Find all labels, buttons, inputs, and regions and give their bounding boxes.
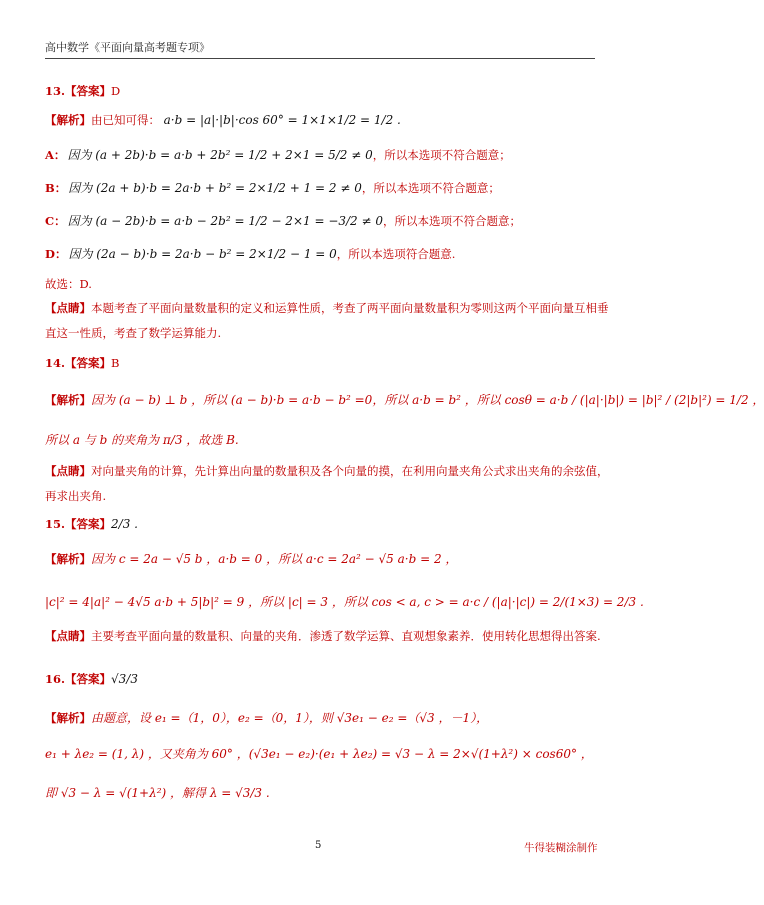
q13-opt-b-text: 因为 (2a + b)·b = 2a·b + b² = 2×1/2 + 1 = 2 ≠ 0 <box>68 181 362 195</box>
q15-analysis-line1 <box>45 551 457 567</box>
q13-analysis-intro: 由已知可得： <box>91 113 160 127</box>
page-number: 5 <box>315 840 322 851</box>
q14-answer-tag: 14.【答案】 <box>45 356 112 370</box>
q16-answer-tag: 16.【答案】 <box>45 672 112 686</box>
q13-opt-b-conclusion: ，所以本选项不符合题意； <box>361 181 500 195</box>
q13-analysis-tag: 【解析】 <box>45 113 91 127</box>
q16-analysis-tag: 【解析】 <box>45 711 91 725</box>
footer-maker: 牛得装糊涂制作 <box>524 842 598 854</box>
q14-comment-text1: 对向量夹角的计算，先计算出向量的数量积及各个向量的摸，在利用向量夹角公式求出夹角的余弦值， <box>91 464 609 478</box>
q15-answer-tag: 15.【答案】 <box>45 517 112 531</box>
q13-comment-text1: 本题考查了平面向量数量积的定义和运算性质，考查了两平面向量数量积为零则这两个平面向量互相垂 <box>91 301 609 315</box>
q13-option-d <box>45 246 455 262</box>
q13-analysis-line <box>45 112 401 128</box>
q13-answer-tag: 13.【答案】 <box>45 84 112 98</box>
q13-option-b <box>45 180 500 196</box>
q13-answer-line <box>45 83 120 99</box>
q15-answer-line <box>45 516 138 532</box>
q13-option-c <box>45 213 521 229</box>
q15-comment-tag: 【点睛】 <box>45 629 91 643</box>
q14-analysis-line1 <box>45 392 764 408</box>
q13-opt-d-label: D： <box>45 247 67 261</box>
q16-answer-line <box>45 671 138 687</box>
q13-analysis-expr: a·b = |a|·|b|·cos 60° = 1×1× <box>163 113 337 127</box>
q13-opt-c-label: C： <box>45 214 66 228</box>
q15-analysis-line2: |c|² = 4|a|² − 4√5 a·b + 5|b|² = 9 ，所以 |c| = 3 ，所以 cos < a, c > = a·c / (|a|·|c|) = 2/(1×3) = 2/3 . <box>45 595 644 609</box>
q15-comment-line1 <box>45 628 601 644</box>
q13-answer: D <box>111 84 121 98</box>
q14-analysis-tag: 【解析】 <box>45 393 91 407</box>
q13-opt-a-label: A： <box>45 148 66 162</box>
q16-analysis-text1: 由题意，设 e₁ =（1，0），e₂ =（0，1），则 √3e₁ − e₂ =（√3 ，－1）， <box>91 711 489 725</box>
q13-comment-line2: 直这一性质，考查了数学运算能力. <box>45 326 222 340</box>
q16-analysis-line2: e₁ + λe₂ = (1, λ) ，又夹角为 60° ，(√3e₁ − e₂)·(e₁ + λe₂) = √3 − λ = 2×√(1+λ²) × cos60° ， <box>45 747 593 761</box>
q15-analysis-text1: 因为 c = 2a − √5 b ，a·b = 0 ，所以 a·c = 2a² − √5 a·b = 2 ， <box>91 552 458 566</box>
q15-answer: 2/3 . <box>111 517 138 531</box>
q13-opt-d-conclusion: ，所以本选项符合题意. <box>336 247 456 261</box>
q13-comment-line1 <box>45 300 609 316</box>
q13-opt-a-conclusion: ，所以本选项不符合题意； <box>372 148 511 162</box>
q13-option-a <box>45 147 511 163</box>
q14-comment-line2: 再求出夹角. <box>45 489 107 503</box>
q13-comment-tag: 【点睛】 <box>45 301 91 315</box>
q16-analysis-line1 <box>45 710 488 726</box>
q13-opt-a-text: 因为 (a + 2b)·b = a·b + 2b² = 1/2 + 2×1 = 5/2 ≠ 0 <box>67 148 373 162</box>
q16-analysis-line3: 即 √3 − λ = √(1+λ²) ，解得 λ = √3/3 . <box>45 786 270 800</box>
q14-answer-line <box>45 355 119 371</box>
q14-answer: B <box>111 356 120 370</box>
q14-analysis-line2: 所以 a 与 b 的夹角为 π/3 ，故选 B. <box>45 433 239 447</box>
q15-analysis-tag: 【解析】 <box>45 552 91 566</box>
page-header-title: 高中数学《平面向量高考题专项》 <box>45 41 210 54</box>
q14-comment-tag: 【点睛】 <box>45 464 91 478</box>
q13-opt-c-conclusion: ，所以本选项不符合题意； <box>383 214 522 228</box>
q15-comment-text1: 主要考查平面向量的数量积、向量的夹角．渗透了数学运算、直观想象素养．使用转化思想得出答案. <box>91 629 601 643</box>
header-divider <box>45 58 595 59</box>
q16-answer: √3/3 <box>111 672 138 686</box>
q14-analysis-text1: 因为 (a − b) ⊥ b ，所以 (a − b)·b = a·b − b² =0，所以 a·b = b² ，所以 cosθ = a·b / (|a|·|b|) = |b|² / (2|b|²) = 1/2 ， <box>91 393 764 407</box>
q13-analysis-half: 1/2 = 1/2 . <box>336 113 401 127</box>
q14-comment-line1 <box>45 463 609 479</box>
q13-opt-c-text: 因为 (a − 2b)·b = a·b − 2b² = 1/2 − 2×1 = −3/2 ≠ 0 <box>67 214 384 228</box>
q13-opt-b-label: B： <box>45 181 67 195</box>
q13-choice: 故选：D. <box>45 277 92 291</box>
q13-opt-d-text: 因为 (2a − b)·b = 2a·b − b² = 2×1/2 − 1 = 0 <box>68 247 337 261</box>
